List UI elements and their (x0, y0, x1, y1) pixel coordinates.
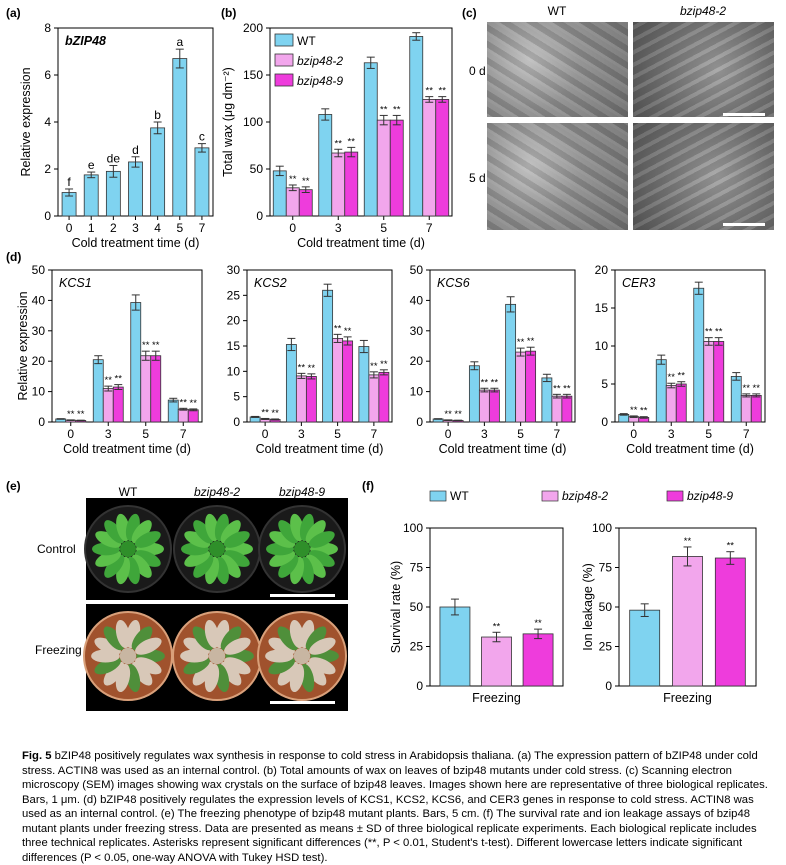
chart-a (19, 21, 213, 250)
bar (552, 396, 562, 422)
plant-illustrations (84, 506, 346, 704)
x-tick-label: 5 (142, 427, 150, 441)
rosette-center-control-2 (294, 541, 310, 557)
significance-label: ** (705, 326, 713, 338)
chart-title: bZIP48 (65, 34, 106, 48)
significance-label: ** (667, 372, 675, 384)
x-axis-label: Freezing (472, 691, 521, 705)
bar (369, 375, 379, 422)
bar (562, 396, 572, 422)
chart-title: KCS2 (254, 276, 287, 290)
significance-label: ** (179, 397, 187, 409)
chart-d2 (227, 263, 392, 456)
significance-label: ** (563, 383, 571, 395)
significance-label: b (154, 108, 161, 122)
panel-label-c: (c) (462, 6, 477, 20)
panel-label-b: (b) (221, 6, 237, 20)
y-tick-label: 40 (31, 293, 45, 308)
significance-label: ** (380, 104, 388, 116)
y-tick-label: 4 (44, 115, 51, 129)
bar (332, 153, 345, 216)
x-tick-label: 0 (444, 427, 452, 441)
scale-bar-freezing (270, 701, 335, 704)
significance-label: c (198, 129, 205, 144)
chart-title: KCS1 (59, 276, 92, 290)
y-tick-label: 50 (31, 263, 45, 277)
significance-label: ** (490, 377, 499, 389)
legend-swatch-bzip48-2 (542, 491, 558, 501)
legend-label: bzip48-9 (297, 74, 344, 88)
y-tick-label: 10 (409, 384, 423, 399)
panel-label-a: (a) (6, 6, 21, 20)
x-tick-label: 2 (110, 221, 117, 235)
significance-label: ** (289, 173, 297, 185)
bar (319, 114, 332, 216)
bar (423, 99, 436, 216)
bar (129, 162, 143, 216)
sem-col-label-wt: WT (547, 4, 567, 18)
chart-d3 (410, 263, 575, 456)
y-tick-label: 50 (598, 600, 612, 614)
bar (694, 288, 704, 422)
y-axis-label: Relative expression (16, 291, 30, 401)
significance-label: d (132, 142, 139, 157)
significance-label: ** (370, 360, 378, 372)
bar (141, 356, 151, 422)
significance-label: ** (553, 383, 561, 395)
x-tick-label: 5 (176, 221, 184, 235)
x-tick-label: 3 (132, 221, 139, 235)
charts-layer (16, 21, 765, 705)
sem-row-label-5d: 5 d (469, 171, 486, 185)
y-tick-label: 15 (226, 339, 240, 353)
rosette-center-control-0 (120, 541, 136, 557)
plants-row-label-freezing: Freezing (35, 643, 82, 657)
significance-label: ** (444, 408, 452, 420)
bar (343, 341, 353, 422)
bar (84, 175, 98, 216)
significance-label: ** (425, 85, 433, 97)
legend-b (275, 34, 343, 88)
panel-label-e: (e) (6, 479, 21, 493)
bar (188, 410, 198, 422)
significance-label: ** (454, 409, 462, 421)
bar (296, 376, 306, 422)
bar (440, 607, 470, 686)
figure-caption (22, 749, 770, 865)
bar (469, 366, 479, 422)
y-tick-label: 0 (44, 209, 51, 223)
bar (630, 610, 660, 686)
y-axis-label: Relative expression (19, 67, 33, 177)
y-tick-label: 20 (594, 263, 608, 277)
significance-label: ** (77, 409, 85, 421)
bar (506, 304, 516, 422)
x-tick-label: 5 (705, 427, 713, 441)
y-tick-label: 100 (402, 521, 423, 535)
rosette-center-freezing-2 (294, 648, 310, 664)
legend-swatch (275, 74, 293, 86)
bar (151, 356, 161, 422)
bar (151, 128, 165, 216)
bar (715, 558, 745, 686)
significance-label: ** (516, 337, 525, 349)
significance-label: ** (534, 618, 542, 630)
bar (714, 341, 724, 422)
y-axis-label: Total wax (μg dm⁻²) (221, 67, 235, 177)
significance-label: ** (334, 138, 342, 150)
x-tick-label: 0 (261, 427, 269, 441)
y-tick-label: 50 (409, 600, 423, 614)
x-tick-label: 0 (630, 427, 638, 441)
plants-col-label-bzip48-9: bzip48-9 (278, 485, 326, 499)
y-tick-label: 0 (416, 679, 423, 693)
significance-label: ** (297, 362, 306, 374)
significance-label: ** (677, 370, 685, 382)
significance-label: ** (189, 397, 197, 409)
rosette-center-freezing-0 (120, 648, 136, 664)
plants-row-label-control: Control (37, 542, 76, 556)
bar (379, 372, 389, 422)
bar (345, 152, 358, 216)
significance-label: e (87, 158, 95, 173)
significance-label: f (67, 174, 71, 189)
y-tick-label: 6 (44, 68, 51, 82)
significance-label: ** (640, 405, 648, 417)
significance-label: ** (104, 375, 112, 387)
y-tick-label: 0 (38, 415, 45, 429)
y-tick-label: 30 (409, 323, 423, 338)
bar (286, 188, 299, 216)
x-tick-label: 3 (104, 427, 112, 441)
panel-label-f: (f) (362, 479, 374, 493)
y-tick-label: 5 (601, 377, 608, 391)
y-tick-label: 2 (44, 162, 51, 176)
bar (377, 120, 390, 216)
x-axis-label: Cold treatment time (d) (626, 442, 754, 456)
bar (113, 387, 123, 422)
y-tick-label: 0 (233, 415, 240, 429)
bar (323, 290, 333, 422)
x-tick-label: 0 (289, 221, 297, 235)
significance-label: a (176, 35, 184, 50)
significance-label: ** (393, 104, 401, 116)
bar (178, 409, 188, 422)
y-tick-label: 25 (598, 639, 612, 654)
significance-label: ** (480, 377, 489, 389)
y-tick-label: 0 (256, 209, 263, 223)
y-tick-label: 50 (249, 162, 263, 176)
bar (489, 390, 499, 422)
y-tick-label: 0 (601, 415, 608, 429)
legend-label-bzip48-2: bzip48-2 (562, 489, 609, 503)
bar (103, 389, 113, 422)
x-tick-label: 7 (425, 221, 433, 235)
plants-col-label-wt: WT (118, 485, 138, 499)
y-tick-label: 20 (409, 354, 423, 369)
significance-label: ** (630, 404, 638, 416)
bar (359, 347, 369, 422)
y-tick-label: 50 (409, 263, 423, 277)
bar (731, 376, 741, 422)
bar (390, 120, 403, 216)
bar (131, 303, 141, 422)
legend-label: bzip48-2 (297, 54, 344, 68)
bar (93, 360, 103, 422)
chart-title: CER3 (622, 276, 656, 290)
legend-label-wt: WT (450, 489, 469, 503)
significance-label: ** (438, 85, 446, 97)
x-tick-label: 3 (298, 427, 305, 441)
x-tick-label: 5 (517, 427, 524, 441)
x-tick-label: 3 (334, 221, 342, 235)
panel-label-d: (d) (6, 250, 22, 264)
significance-label: ** (726, 540, 735, 552)
y-tick-label: 25 (409, 639, 423, 654)
significance-label: ** (492, 621, 501, 633)
x-tick-label: 0 (67, 427, 75, 441)
legend-swatch-wt (430, 491, 446, 501)
caption-label: Fig. 5 (22, 750, 52, 762)
x-tick-label: 7 (553, 427, 561, 441)
x-tick-label: 5 (380, 221, 388, 235)
x-tick-label: 5 (334, 427, 341, 441)
bar (333, 338, 343, 422)
bar (751, 395, 761, 422)
y-tick-label: 10 (31, 384, 45, 399)
significance-label: ** (343, 325, 352, 337)
bar (273, 171, 286, 216)
significance-label: ** (142, 340, 150, 352)
legend-label: WT (297, 34, 316, 48)
significance-label: ** (752, 382, 760, 394)
y-tick-label: 8 (44, 21, 51, 35)
chart-f1 (389, 521, 563, 705)
y-axis-label: Survival rate (%) (389, 560, 403, 654)
bar (704, 341, 714, 422)
y-tick-label: 100 (591, 521, 612, 535)
y-tick-label: 200 (242, 21, 263, 35)
y-tick-label: 5 (233, 389, 240, 404)
significance-label: ** (307, 362, 316, 374)
bar (656, 360, 666, 422)
y-tick-label: 10 (594, 339, 608, 353)
plants-col-label-bzip48-2: bzip48-2 (193, 485, 241, 499)
bar (741, 395, 751, 422)
x-tick-label: 3 (667, 427, 675, 441)
legend-swatch-bzip48-9 (667, 491, 683, 501)
rosette-center-control-1 (209, 541, 225, 557)
chart-d1 (16, 263, 202, 456)
x-tick-label: 7 (198, 221, 206, 235)
significance-label: ** (683, 535, 692, 547)
bar (168, 400, 178, 422)
y-tick-label: 0 (416, 415, 423, 429)
y-tick-label: 30 (31, 323, 45, 338)
significance-label: ** (152, 340, 160, 352)
rosette-center-freezing-1 (209, 648, 225, 664)
x-axis-label: Freezing (663, 691, 712, 705)
y-tick-label: 100 (242, 115, 263, 129)
y-tick-label: 20 (31, 354, 45, 369)
legend-f (430, 489, 733, 503)
x-tick-label: 7 (370, 427, 378, 441)
y-tick-label: 20 (226, 313, 240, 328)
legend-label-bzip48-9: bzip48-9 (687, 489, 734, 503)
bar (542, 378, 552, 422)
x-axis-label: Cold treatment time (d) (71, 236, 200, 250)
x-tick-label: 7 (179, 427, 187, 441)
legend-swatch (275, 34, 293, 46)
significance-label: ** (333, 323, 342, 335)
significance-label: ** (742, 382, 750, 394)
y-tick-label: 75 (409, 560, 423, 575)
x-axis-label: Cold treatment time (d) (297, 236, 425, 250)
x-tick-label: 0 (65, 221, 73, 235)
caption-text: bZIP48 positively regulates wax synthesis in response to cold stress in Arabidopsis thaliana. (a) The expression pattern of bZIP48 under cold stress. ACTIN8 was used as an internal control. (b) Total amounts of wax on leaves of bzip48 mutants under cold stress. (c) Scanning electron microscopy (SEM) images showing wax crystals on the surface of bzip48 leaves. Images shown here are representative of three biological replicates. Bars, 1 μm. (d) bZIP48 positively regulates the expression levels of KCS1, KCS2, KCS6, and CER3 genes in response to cold stress. ACTIN8 was used as an internal control. (e) The freezing phenotype of bzip48 mutant plants. Bars, 5 cm. (f) The survival rate and ion leakage assays of bzip48 mutant plants under freezing stress. Data are presented as means ± SD of three biological replicate experiments. Each biological replicate includes three technical replicates. Asterisks represent significant differences (**, P < 0.01, Student's t-test). Different lowercase letters indicate significant differences (P < 0.05, one-way ANOVA with Tukey HSD test). (22, 750, 768, 864)
x-tick-label: 7 (742, 427, 750, 441)
y-tick-label: 25 (226, 288, 240, 303)
x-tick-label: 3 (481, 427, 488, 441)
bar (516, 352, 526, 422)
y-tick-label: 30 (226, 263, 240, 277)
scale-bar-control (270, 594, 335, 597)
significance-label: ** (271, 407, 279, 419)
legend-swatch (275, 54, 293, 66)
y-tick-label: 40 (409, 293, 423, 308)
y-tick-label: 15 (594, 301, 608, 315)
x-axis-label: Cold treatment time (d) (438, 442, 567, 456)
x-axis-label: Cold treatment time (d) (63, 442, 191, 456)
bar (526, 351, 536, 422)
bar (410, 36, 423, 216)
chart-b (221, 21, 452, 250)
bar (479, 390, 489, 422)
bar (286, 344, 296, 422)
significance-label: ** (380, 358, 388, 370)
bar (306, 376, 316, 422)
significance-label: ** (261, 407, 269, 419)
y-tick-label: 0 (605, 679, 612, 693)
bar (482, 637, 512, 686)
bar (195, 148, 209, 216)
chart-d4 (595, 263, 765, 456)
y-axis-label: Ion leakage (%) (581, 563, 595, 651)
significance-label: de (106, 151, 121, 166)
bar (299, 190, 312, 216)
sem-row-label-0d: 0 d (469, 64, 486, 78)
x-axis-label: Cold treatment time (d) (255, 442, 384, 456)
bar (676, 384, 686, 422)
x-tick-label: 4 (154, 221, 161, 235)
significance-label: ** (347, 136, 355, 148)
bar (666, 386, 676, 422)
bar (436, 99, 449, 216)
y-tick-label: 150 (242, 68, 263, 82)
bar (673, 556, 703, 686)
bar (106, 171, 120, 216)
chart-f2 (581, 521, 756, 705)
significance-label: ** (67, 408, 75, 420)
significance-label: ** (302, 175, 310, 187)
bar (523, 634, 553, 686)
y-tick-label: 75 (598, 560, 612, 575)
y-tick-label: 10 (226, 364, 240, 379)
x-tick-label: 1 (87, 221, 95, 235)
significance-label: ** (526, 336, 535, 348)
chart-title: KCS6 (437, 276, 470, 290)
sem-col-label-bzip48-2: bzip48-2 (679, 4, 727, 18)
significance-label: ** (114, 373, 122, 385)
bar (173, 59, 187, 216)
significance-label: ** (715, 326, 723, 338)
bar (364, 63, 377, 216)
